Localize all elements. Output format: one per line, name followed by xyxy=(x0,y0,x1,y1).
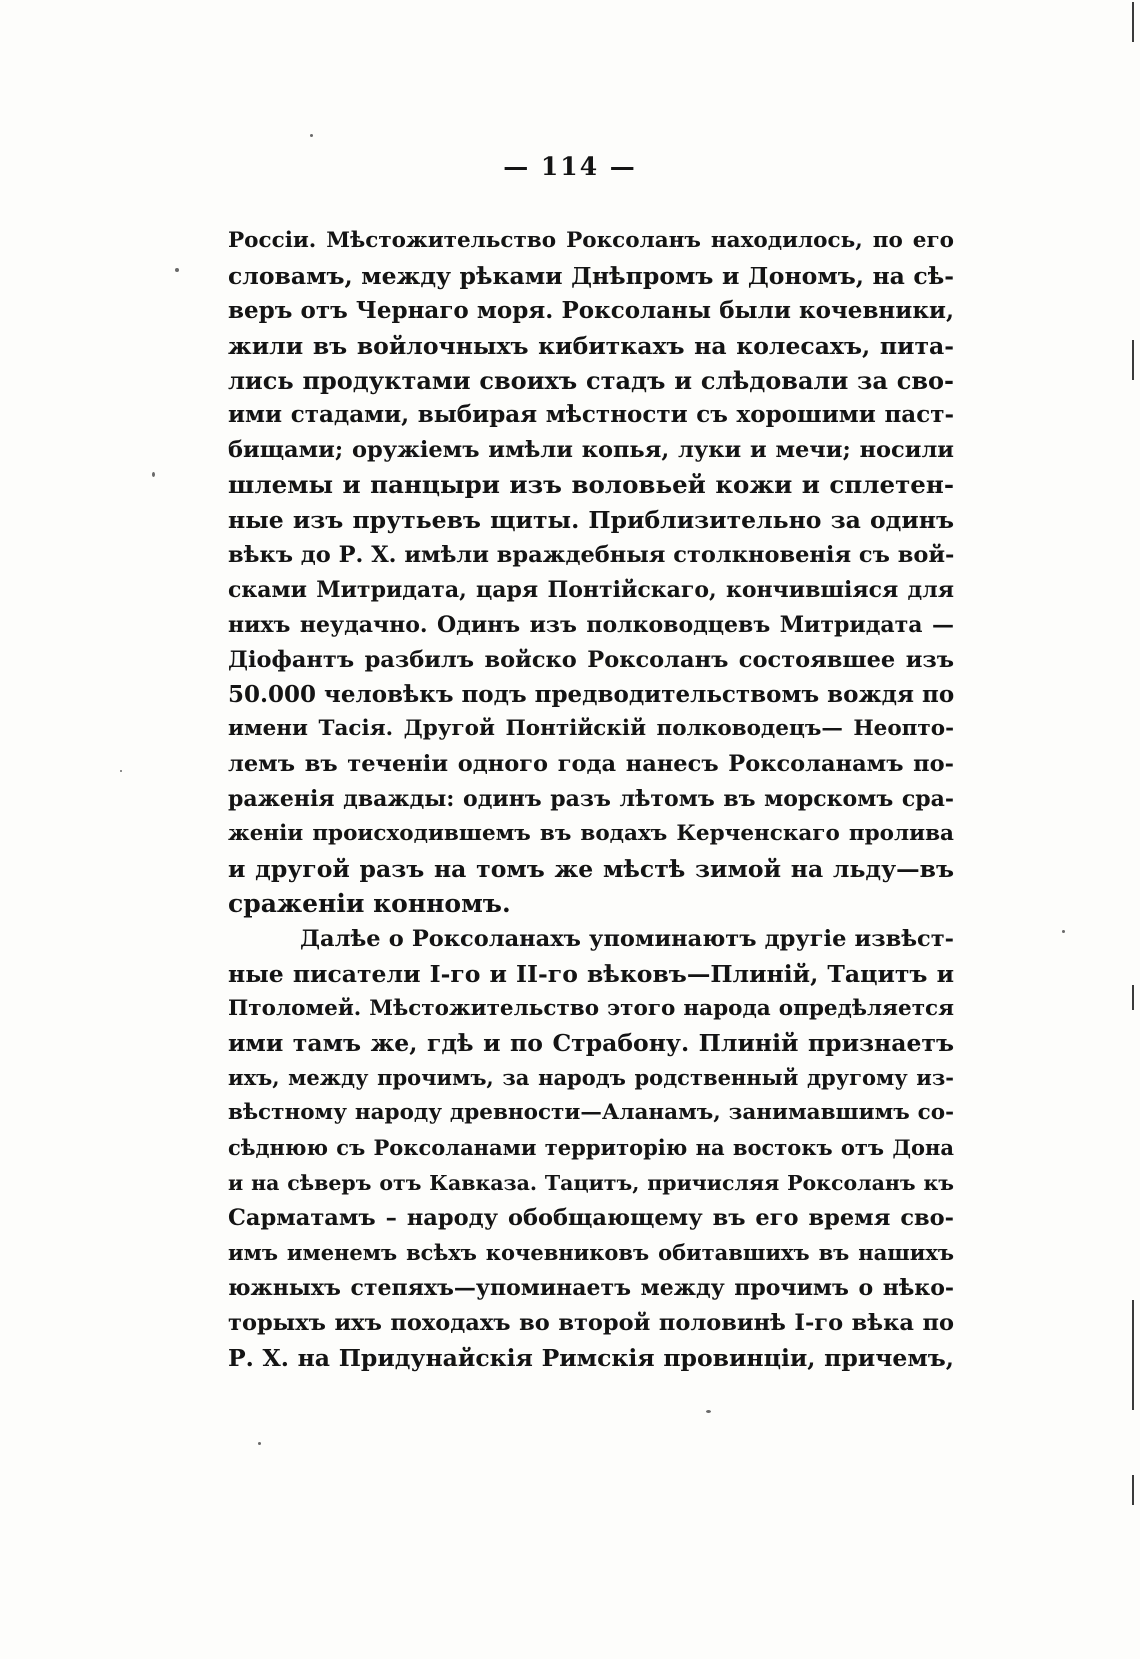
text-line: женіи происходившемъ въ водахъ Керченскаго пролива xyxy=(228,821,954,847)
scan-edge-mark xyxy=(1132,985,1134,1010)
scan-speck xyxy=(152,472,155,477)
scan-edge-mark xyxy=(1132,2,1134,42)
text-line: словамъ, между рѣками Днѣпромъ и Дономъ, на сѣ- xyxy=(228,261,954,290)
text-line: имени Тасія. Другой Понтійскій полководецъ— Неопто- xyxy=(228,716,954,742)
text-line: ные изъ прутьевъ щиты. Приблизительно за одинъ xyxy=(228,506,954,535)
text-line: Діофантъ разбилъ войско Роксоланъ состоявшее изъ xyxy=(228,646,954,673)
text-line: бищами; оружіемъ имѣли копья, луки и мечи; носили xyxy=(228,437,954,464)
text-line: жили въ войлочныхъ кибиткахъ на колесахъ, пита- xyxy=(228,331,954,360)
text-line: лись продуктами своихъ стадъ и слѣдовали за сво- xyxy=(228,365,954,395)
scan-speck xyxy=(120,770,122,772)
paragraph-end-line: сраженіи конномъ. xyxy=(228,888,511,918)
body-text xyxy=(228,224,954,1375)
scan-speck xyxy=(258,1442,261,1445)
text-line: вѣстному народу древности—Аланамъ, занимавшимъ со- xyxy=(228,1100,954,1126)
scan-speck xyxy=(706,1410,711,1413)
scan-edge-mark xyxy=(1132,1475,1134,1505)
text-line: имъ именемъ всѣхъ кочевниковъ обитавшихъ въ нашихъ xyxy=(228,1239,954,1265)
text-line: и другой разъ на томъ же мѣстѣ зимой на льду—въ xyxy=(228,855,954,884)
paragraph-start-line: Далѣе о Роксоланахъ упоминаютъ другіе извѣст- xyxy=(300,925,954,952)
text-line: ихъ, между прочимъ, за народъ родственный другому из- xyxy=(228,1065,954,1091)
text-line: Сарматамъ – народу обобщающему въ его время сво- xyxy=(228,1204,954,1231)
scan-edge-mark xyxy=(1132,340,1134,380)
text-line: ими тамъ же, гдѣ и по Страбону. Плиній признаетъ xyxy=(228,1029,954,1058)
text-line: Р. Х. на Придунайскія Римскія провинціи, причемъ, xyxy=(228,1343,954,1372)
text-line: сками Митридата, царя Понтійскаго, кончившіяся для xyxy=(228,576,954,603)
text-line: нихъ неудачно. Одинъ изъ полководцевъ Митридата — xyxy=(228,611,954,638)
scan-speck xyxy=(1062,930,1065,933)
text-line: 50.000 человѣкъ подъ предводительствомъ вождя по xyxy=(228,680,954,708)
text-line: сѣднюю съ Роксоланами территорію на востокъ отъ Дона xyxy=(228,1135,954,1161)
text-line: ные писатели I-го и II-го вѣковъ—Плиній, Тацитъ и xyxy=(228,959,954,988)
text-line: вѣкъ до Р. Х. имѣли враждебныя столкновенія съ вой- xyxy=(228,542,954,569)
text-line: веръ отъ Чернаго моря. Роксоланы были кочевники, xyxy=(228,296,954,324)
text-line: ими стадами, выбирая мѣстности съ хорошими паст- xyxy=(228,401,954,429)
text-line: шлемы и панцыри изъ воловьей кожи и сплетен- xyxy=(228,470,954,500)
page-number: — 114 — xyxy=(503,152,637,181)
scan-speck xyxy=(310,134,313,137)
scan-edge-mark xyxy=(1132,1300,1134,1410)
text-line: раженія дважды: одинъ разъ лѣтомъ въ морскомъ сра- xyxy=(228,786,954,813)
text-line: и на сѣверъ отъ Кавказа. Тацитъ, причисляя Роксоланъ къ xyxy=(228,1171,954,1196)
text-line: Птоломей. Мѣстожительство этого народа опредѣляется xyxy=(228,995,954,1021)
scan-speck xyxy=(175,268,179,272)
text-line: Россіи. Мѣстожительство Роксоланъ находилось, по его xyxy=(228,228,954,253)
text-line: южныхъ степяхъ—упоминаетъ между прочимъ о нѣко- xyxy=(228,1274,954,1301)
text-line: торыхъ ихъ походахъ во второй половинѣ I-го вѣка по xyxy=(228,1309,954,1336)
text-line: лемъ въ теченіи одного года нанесъ Роксоланамъ по- xyxy=(228,751,954,778)
